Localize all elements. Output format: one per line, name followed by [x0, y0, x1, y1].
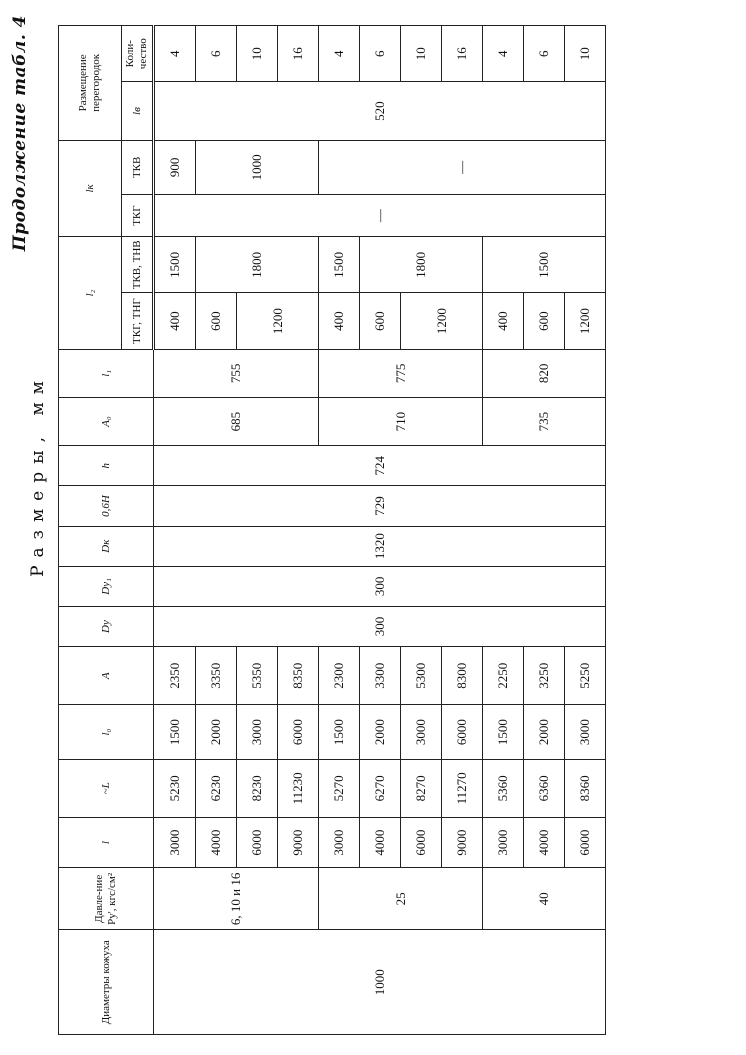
A-value: 3250 — [524, 647, 565, 705]
count-value: 16 — [442, 26, 483, 82]
l2-tkg-value: 1200 — [565, 293, 606, 349]
l2-tkg-value: 1200 — [237, 293, 319, 349]
A-value: 5350 — [237, 647, 278, 705]
section-title: Размеры, мм — [28, 373, 48, 577]
header-l2: l₂ — [59, 237, 122, 350]
L-value: 8270 — [401, 759, 442, 817]
l-value: 9000 — [278, 817, 319, 867]
count-value: 6 — [196, 26, 237, 82]
l0-value: 1500 — [319, 705, 360, 759]
partition-l-value: 520 — [154, 82, 606, 140]
pressure-value: 40 — [483, 868, 606, 930]
l2-tkv-value: 1500 — [483, 237, 606, 293]
lk-tkv-value: 1000 — [196, 140, 319, 194]
L-value: 5230 — [154, 759, 196, 817]
l-value: 6000 — [401, 817, 442, 867]
header-lk: lк — [59, 140, 122, 236]
header-partition-count: Коли-чество — [122, 26, 154, 82]
lk-tkg-dash: — — [154, 194, 606, 236]
count-value: 4 — [154, 26, 196, 82]
count-value: 10 — [237, 26, 278, 82]
l0-value: 6000 — [278, 705, 319, 759]
header-h: h — [59, 446, 154, 486]
L-value: 6360 — [524, 759, 565, 817]
lk-tkv-value: 900 — [154, 140, 196, 194]
header-A: A — [59, 647, 154, 705]
header-l0: l₀ — [59, 705, 154, 759]
table-row — [154, 26, 196, 1035]
a0-value: 685 — [154, 397, 319, 445]
l0-value: 6000 — [442, 705, 483, 759]
A-value: 3300 — [360, 647, 401, 705]
A-value: 2250 — [483, 647, 524, 705]
a0-value: 710 — [319, 397, 483, 445]
diameter-value: 1000 — [154, 930, 606, 1035]
h06-value: 729 — [154, 486, 606, 526]
L-value: 6230 — [196, 759, 237, 817]
L-value: 8360 — [565, 759, 606, 817]
l0-value: 2000 — [360, 705, 401, 759]
count-value: 6 — [524, 26, 565, 82]
l2-tkv-value: 1500 — [154, 237, 196, 293]
l2-tkv-value: 1500 — [319, 237, 360, 293]
l2-tkv-value: 1800 — [360, 237, 483, 293]
header-diameter: Диаметры кожуха — [59, 930, 154, 1035]
h-value: 724 — [154, 446, 606, 486]
l0-value: 3000 — [237, 705, 278, 759]
l2-tkg-value: 600 — [196, 293, 237, 349]
header-L: ~L — [59, 759, 154, 817]
L-value: 6270 — [360, 759, 401, 817]
header-l2-tkv: ТКВ, ТНВ — [122, 237, 154, 293]
l1-value: 775 — [319, 349, 483, 397]
l-value: 6000 — [565, 817, 606, 867]
l0-value: 2000 — [524, 705, 565, 759]
count-value: 6 — [360, 26, 401, 82]
l0-value: 1500 — [483, 705, 524, 759]
header-lk-tkv: ТКВ — [122, 140, 154, 194]
A-value: 8300 — [442, 647, 483, 705]
count-value: 10 — [565, 26, 606, 82]
A-value: 2350 — [154, 647, 196, 705]
L-value: 11230 — [278, 759, 319, 817]
dy1-value: 300 — [154, 566, 606, 606]
A-value: 5250 — [565, 647, 606, 705]
header-l2-tkg: ТКГ, ТНГ — [122, 293, 154, 349]
l-value: 4000 — [196, 817, 237, 867]
A-value: 3350 — [196, 647, 237, 705]
l2-tkg-value: 600 — [524, 293, 565, 349]
dk-value: 1320 — [154, 526, 606, 566]
l0-value: 3000 — [565, 705, 606, 759]
pressure-value: 25 — [319, 868, 483, 930]
l-value: 4000 — [360, 817, 401, 867]
count-value: 4 — [483, 26, 524, 82]
L-value: 11270 — [442, 759, 483, 817]
header-dk: Dк — [59, 526, 154, 566]
L-value: 5270 — [319, 759, 360, 817]
l0-value: 1500 — [154, 705, 196, 759]
l-value: 3000 — [319, 817, 360, 867]
header-l: l — [59, 817, 154, 867]
l2-tkv-value: 1800 — [196, 237, 319, 293]
a0-value: 735 — [483, 397, 606, 445]
l1-value: 755 — [154, 349, 319, 397]
A-value: 5300 — [401, 647, 442, 705]
header-0-6h: 0,6H — [59, 486, 154, 526]
A-value: 8350 — [278, 647, 319, 705]
header-l1: l₁ — [59, 349, 154, 397]
l2-tkg-value: 1200 — [401, 293, 483, 349]
L-value: 5360 — [483, 759, 524, 817]
pressure-value: 6, 10 и 16 — [154, 868, 319, 930]
l2-tkg-value: 400 — [483, 293, 524, 349]
header-partitions: Размещение перегородок — [59, 26, 122, 141]
l-value: 6000 — [237, 817, 278, 867]
header-lk-tkg: ТКГ — [122, 194, 154, 236]
header-dy1: Dу₁ — [59, 566, 154, 606]
l-value: 3000 — [483, 817, 524, 867]
l2-tkg-value: 600 — [360, 293, 401, 349]
l0-value: 3000 — [401, 705, 442, 759]
lk-tkv-dash: — — [319, 140, 606, 194]
l2-tkg-value: 400 — [319, 293, 360, 349]
l2-tkg-value: 400 — [154, 293, 196, 349]
header-dy: Dу — [59, 606, 154, 646]
count-value: 10 — [401, 26, 442, 82]
header-pressure: Давле-ние Pу', кгс/см² — [59, 868, 154, 930]
dimensions-table — [58, 25, 606, 1035]
header-partition-l: lв — [122, 82, 154, 140]
header-a0: A₀ — [59, 397, 154, 445]
L-value: 8230 — [237, 759, 278, 817]
count-value: 16 — [278, 26, 319, 82]
dy-value: 300 — [154, 606, 606, 646]
l-value: 9000 — [442, 817, 483, 867]
l1-value: 820 — [483, 349, 606, 397]
l0-value: 2000 — [196, 705, 237, 759]
l-value: 4000 — [524, 817, 565, 867]
table-caption: Продолжение табл. 4 — [10, 15, 30, 252]
A-value: 2300 — [319, 647, 360, 705]
l-value: 3000 — [154, 817, 196, 867]
count-value: 4 — [319, 26, 360, 82]
